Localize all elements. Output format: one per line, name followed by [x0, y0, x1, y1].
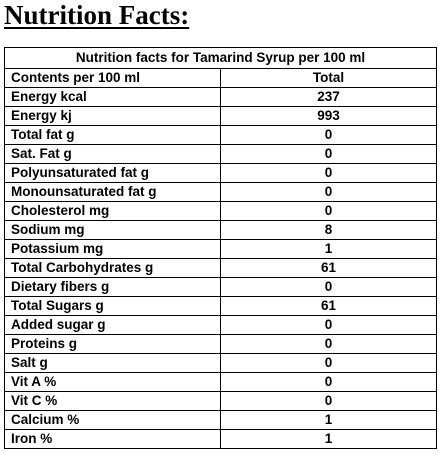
header-label: Contents per 100 ml — [5, 69, 221, 88]
table-caption-row — [5, 48, 437, 69]
nutrient-value: 0 — [221, 316, 437, 335]
nutrient-label: Energy kcal — [5, 88, 221, 107]
table-row — [5, 88, 437, 107]
table-header-row — [5, 69, 437, 88]
nutrient-value: 237 — [221, 88, 437, 107]
table-row — [5, 240, 437, 259]
table-row — [5, 164, 437, 183]
nutrient-value: 0 — [221, 202, 437, 221]
nutrient-label: Monounsaturated fat g — [5, 183, 221, 202]
nutrient-value: 0 — [221, 392, 437, 411]
nutrient-value: 1 — [221, 240, 437, 259]
table-row — [5, 392, 437, 411]
nutrient-value: 0 — [221, 354, 437, 373]
nutrient-label: Total fat g — [5, 126, 221, 145]
nutrient-value: 61 — [221, 259, 437, 278]
nutrient-label: Polyunsaturated fat g — [5, 164, 221, 183]
table-row — [5, 126, 437, 145]
header-value: Total — [221, 69, 437, 88]
nutrient-label: Sodium mg — [5, 221, 221, 240]
nutrient-label: Sat. Fat g — [5, 145, 221, 164]
table-caption: Nutrition facts for Tamarind Syrup per 100 ml — [5, 48, 437, 69]
nutrient-label: Proteins g — [5, 335, 221, 354]
nutrient-value: 993 — [221, 107, 437, 126]
table-row — [5, 202, 437, 221]
nutrient-value: 8 — [221, 221, 437, 240]
table-row — [5, 145, 437, 164]
table-row — [5, 430, 437, 449]
nutrient-value: 1 — [221, 430, 437, 449]
nutrient-value: 0 — [221, 145, 437, 164]
nutrient-value: 0 — [221, 183, 437, 202]
table-row — [5, 373, 437, 392]
nutrient-label: Energy kj — [5, 107, 221, 126]
table-row — [5, 316, 437, 335]
nutrient-value: 0 — [221, 278, 437, 297]
nutrient-label: Salt g — [5, 354, 221, 373]
table-row — [5, 411, 437, 430]
nutrient-label: Potassium mg — [5, 240, 221, 259]
table-row — [5, 335, 437, 354]
table-row — [5, 259, 437, 278]
nutrient-value: 0 — [221, 335, 437, 354]
nutrient-label: Total Sugars g — [5, 297, 221, 316]
table-row — [5, 183, 437, 202]
table-row — [5, 278, 437, 297]
nutrient-label: Added sugar g — [5, 316, 221, 335]
nutrient-label: Iron % — [5, 430, 221, 449]
nutrient-value: 0 — [221, 373, 437, 392]
table-row — [5, 221, 437, 240]
nutrient-value: 61 — [221, 297, 437, 316]
nutrient-label: Total Carbohydrates g — [5, 259, 221, 278]
page-heading: Nutrition Facts: — [4, 0, 190, 30]
nutrient-label: Calcium % — [5, 411, 221, 430]
nutrient-value: 1 — [221, 411, 437, 430]
nutrient-value: 0 — [221, 126, 437, 145]
nutrient-label: Dietary fibers g — [5, 278, 221, 297]
table-row — [5, 107, 437, 126]
nutrient-label: Vit C % — [5, 392, 221, 411]
nutrient-value: 0 — [221, 164, 437, 183]
table-row — [5, 354, 437, 373]
nutrient-label: Cholesterol mg — [5, 202, 221, 221]
nutrition-table — [4, 47, 437, 449]
nutrient-label: Vit A % — [5, 373, 221, 392]
table-row — [5, 297, 437, 316]
